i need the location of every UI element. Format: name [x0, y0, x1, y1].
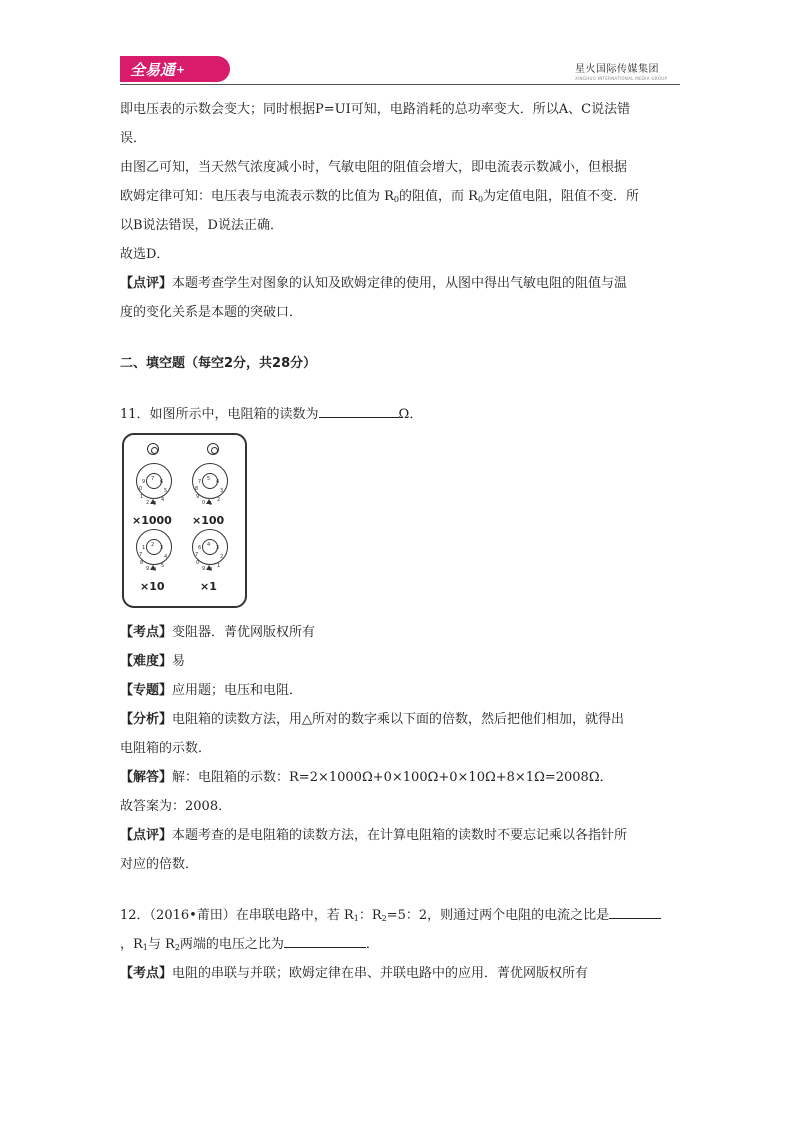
- dial-digit: 1: [142, 545, 146, 551]
- prev-line-6: 故选D．: [120, 247, 170, 262]
- spacer: [120, 378, 720, 400]
- dial-digit: 9: [146, 566, 150, 572]
- dial-digit: 9: [142, 479, 146, 485]
- q12-stem-b: ：R: [358, 908, 382, 923]
- nandu-label: 【难度】: [120, 654, 173, 669]
- logo-plus: +: [176, 62, 186, 76]
- multiplier-1000: ×1000: [132, 514, 172, 527]
- brand-name: 星火国际传媒集团: [575, 64, 659, 75]
- dial-digit: 3: [160, 545, 164, 551]
- jieda-label: 【解答】: [120, 770, 173, 785]
- dianping-text-1: 本题考查的是电阻箱的读数方法，在计算电阻箱的读数时不要忘记乘以各指针所: [172, 828, 628, 843]
- q12-stem-d: ，R: [120, 937, 143, 952]
- comment-label: 【点评】: [120, 276, 173, 291]
- q12-kaodian: [120, 959, 720, 988]
- dial-digit: 8: [209, 567, 213, 573]
- dial-digit: 6: [198, 545, 202, 551]
- q11-answer: 故答案为：2008．: [120, 799, 232, 814]
- brand-subtitle: XINGHUO INTERNATIONAL MEDIA GROUP: [575, 76, 668, 81]
- dial-digit: 6: [160, 479, 164, 485]
- dial-digit: 2: [151, 542, 155, 548]
- multiplier-1: ×1: [200, 580, 217, 593]
- dial-digit: 9: [196, 494, 200, 500]
- dial-digit: 2: [217, 497, 221, 503]
- q12-stem-g: ．: [365, 937, 379, 952]
- prev-comment-2: 度的变化关系是本题的突破口．: [120, 305, 303, 320]
- nandu-text: 易: [172, 654, 186, 669]
- dial-digit: 0: [139, 486, 143, 492]
- prev-line-4c: 的阻值，而 R: [399, 189, 478, 204]
- dial-ones: [192, 529, 228, 573]
- dial-digit: 3: [216, 545, 220, 551]
- dial-digit: 4: [161, 497, 165, 503]
- kaodian-label: 【考点】: [120, 625, 173, 640]
- terminal-knob-left: [147, 443, 159, 455]
- q11-fenxi-2: 电阻箱的示数．: [120, 741, 212, 756]
- prev-line-5: 以B说法错误，D说法正确．: [120, 218, 283, 233]
- terminal-knob-right: [207, 443, 219, 455]
- r2-subscript: 2: [381, 914, 387, 923]
- dial-digit: 7: [195, 552, 199, 558]
- dial-digit: 4: [164, 554, 168, 560]
- logo-text: 全易通: [130, 60, 176, 79]
- dial-digit: 5: [207, 476, 211, 482]
- dial-pointer-triangle: [150, 565, 156, 570]
- dial-digit: 3: [220, 488, 224, 494]
- r0-subscript: 0: [393, 195, 400, 204]
- q11-nandu: [120, 647, 720, 676]
- q11-dianping-1: [120, 821, 720, 850]
- q12-stem-e: 与 R: [147, 937, 175, 952]
- dial-digit: 0: [153, 567, 157, 573]
- q11-answer-blank: [319, 403, 399, 418]
- dial-digit: 5: [161, 563, 165, 569]
- dial-digit: 7: [139, 552, 143, 558]
- spacer: [120, 327, 720, 349]
- dial-hundreds: [192, 463, 228, 507]
- kaodian-text: 电阻的串联与并联；欧姆定律在串、并联电路中的应用．菁优网版权所有: [172, 966, 589, 981]
- q11-zhuanti: [120, 676, 720, 705]
- q12-stem-c: =5：2，则通过两个电阻的电流之比是: [386, 908, 610, 923]
- q11-jieda: [120, 763, 720, 792]
- page-header: [0, 0, 800, 90]
- brand-block: [575, 60, 667, 81]
- dial-digit: 2: [146, 500, 150, 506]
- q12-voltage-ratio-blank: [284, 933, 366, 948]
- dial-digit: 5: [164, 488, 168, 494]
- dial-pointer-triangle: [206, 499, 212, 504]
- multiplier-10: ×10: [140, 580, 165, 593]
- zhuanti-label: 【专题】: [120, 683, 173, 698]
- dial-digit: 8: [195, 486, 199, 492]
- q11-kaodian: [120, 618, 720, 647]
- dial-digit: 1: [209, 501, 213, 507]
- q11-fenxi-1: [120, 705, 720, 734]
- q11-stem-b: Ω．: [398, 407, 423, 422]
- dial-pointer-triangle: [206, 565, 212, 570]
- r1-subscript: 1: [353, 914, 359, 923]
- dial-digit: 1: [217, 563, 221, 569]
- q12-stem-f: 两端的电压之比为: [179, 937, 284, 952]
- fenxi-label: 【分析】: [120, 712, 173, 727]
- r0-subscript-2: 0: [477, 195, 484, 204]
- dial-digit: 4: [207, 542, 211, 548]
- header-divider: [120, 84, 680, 85]
- multiplier-100: ×100: [192, 514, 225, 527]
- kaodian-text: 变阻器．菁优网版权所有: [172, 625, 316, 640]
- prev-line-4: [120, 182, 720, 211]
- q11-dianping-2: 对应的倍数．: [120, 857, 199, 872]
- prev-comment-1: [120, 269, 720, 298]
- prev-line-3: 由图乙可知，当天然气浓度减小时，气敏电阻的阻值会增大，即电流表示数减小，但根据: [120, 160, 628, 175]
- dial-digit: 7: [151, 476, 155, 482]
- dial-digit: 0: [202, 500, 206, 506]
- r2-subscript: 2: [174, 943, 180, 952]
- resistance-box-figure: [122, 433, 247, 608]
- prev-line-1: 即电压表的示数会变大；同时根据P=UI可知，电路消耗的总功率变大．所以A、C说法错: [120, 102, 631, 117]
- fenxi-text-1: 电阻箱的读数方法，用△所对的数字乘以下面的倍数，然后把他们相加，就得出: [172, 712, 625, 727]
- prev-line-4a: 欧姆定律可知：电压表与电流表示数的比值为 R: [120, 189, 394, 204]
- q12-stem-line-2: [120, 930, 720, 959]
- section-title: 二、填空题（每空2分，共28分）: [120, 356, 317, 371]
- prev-line-2: 误．: [120, 131, 147, 146]
- dial-tens: [136, 529, 172, 573]
- q11-stem-a: 11．如图所示中，电阻箱的读数为: [120, 407, 319, 422]
- spacer: [120, 879, 720, 901]
- q11-stem: [120, 400, 720, 429]
- prev-line-4e: 为定值电阻，阻值不变．所: [483, 189, 640, 204]
- dial-digit: 9: [202, 566, 206, 572]
- jieda-text: 解：电阻箱的示数：R=2×1000Ω+0×100Ω+0×10Ω+8×1Ω=2008Ω．: [172, 770, 613, 785]
- dial-digit: 3: [153, 501, 157, 507]
- dial-digit: 1: [140, 494, 144, 500]
- dial-pointer-triangle: [150, 499, 156, 504]
- dial-digit: 8: [140, 560, 144, 566]
- document-body: [120, 95, 720, 988]
- dianping-label: 【点评】: [120, 828, 173, 843]
- zhuanti-text: 应用题；电压和电阻．: [172, 683, 303, 698]
- comment-text-1: 本题考查学生对图象的认知及欧姆定律的使用，从图中得出气敏电阻的阻值与温: [172, 276, 628, 291]
- kaodian-label: 【考点】: [120, 966, 173, 981]
- quanyitong-logo: [120, 56, 230, 82]
- dial-digit: 7: [198, 479, 202, 485]
- r1-subscript: 1: [142, 943, 148, 952]
- dial-digit: 4: [216, 479, 220, 485]
- dial-digit: 0: [196, 560, 200, 566]
- dial-digit: 2: [220, 554, 224, 560]
- q12-stem-a: 12．（2016•莆田）在串联电路中，若 R: [120, 908, 354, 923]
- q12-current-ratio-blank: [609, 904, 661, 919]
- q12-stem-line-1: [120, 901, 720, 930]
- dial-thousands: [136, 463, 172, 507]
